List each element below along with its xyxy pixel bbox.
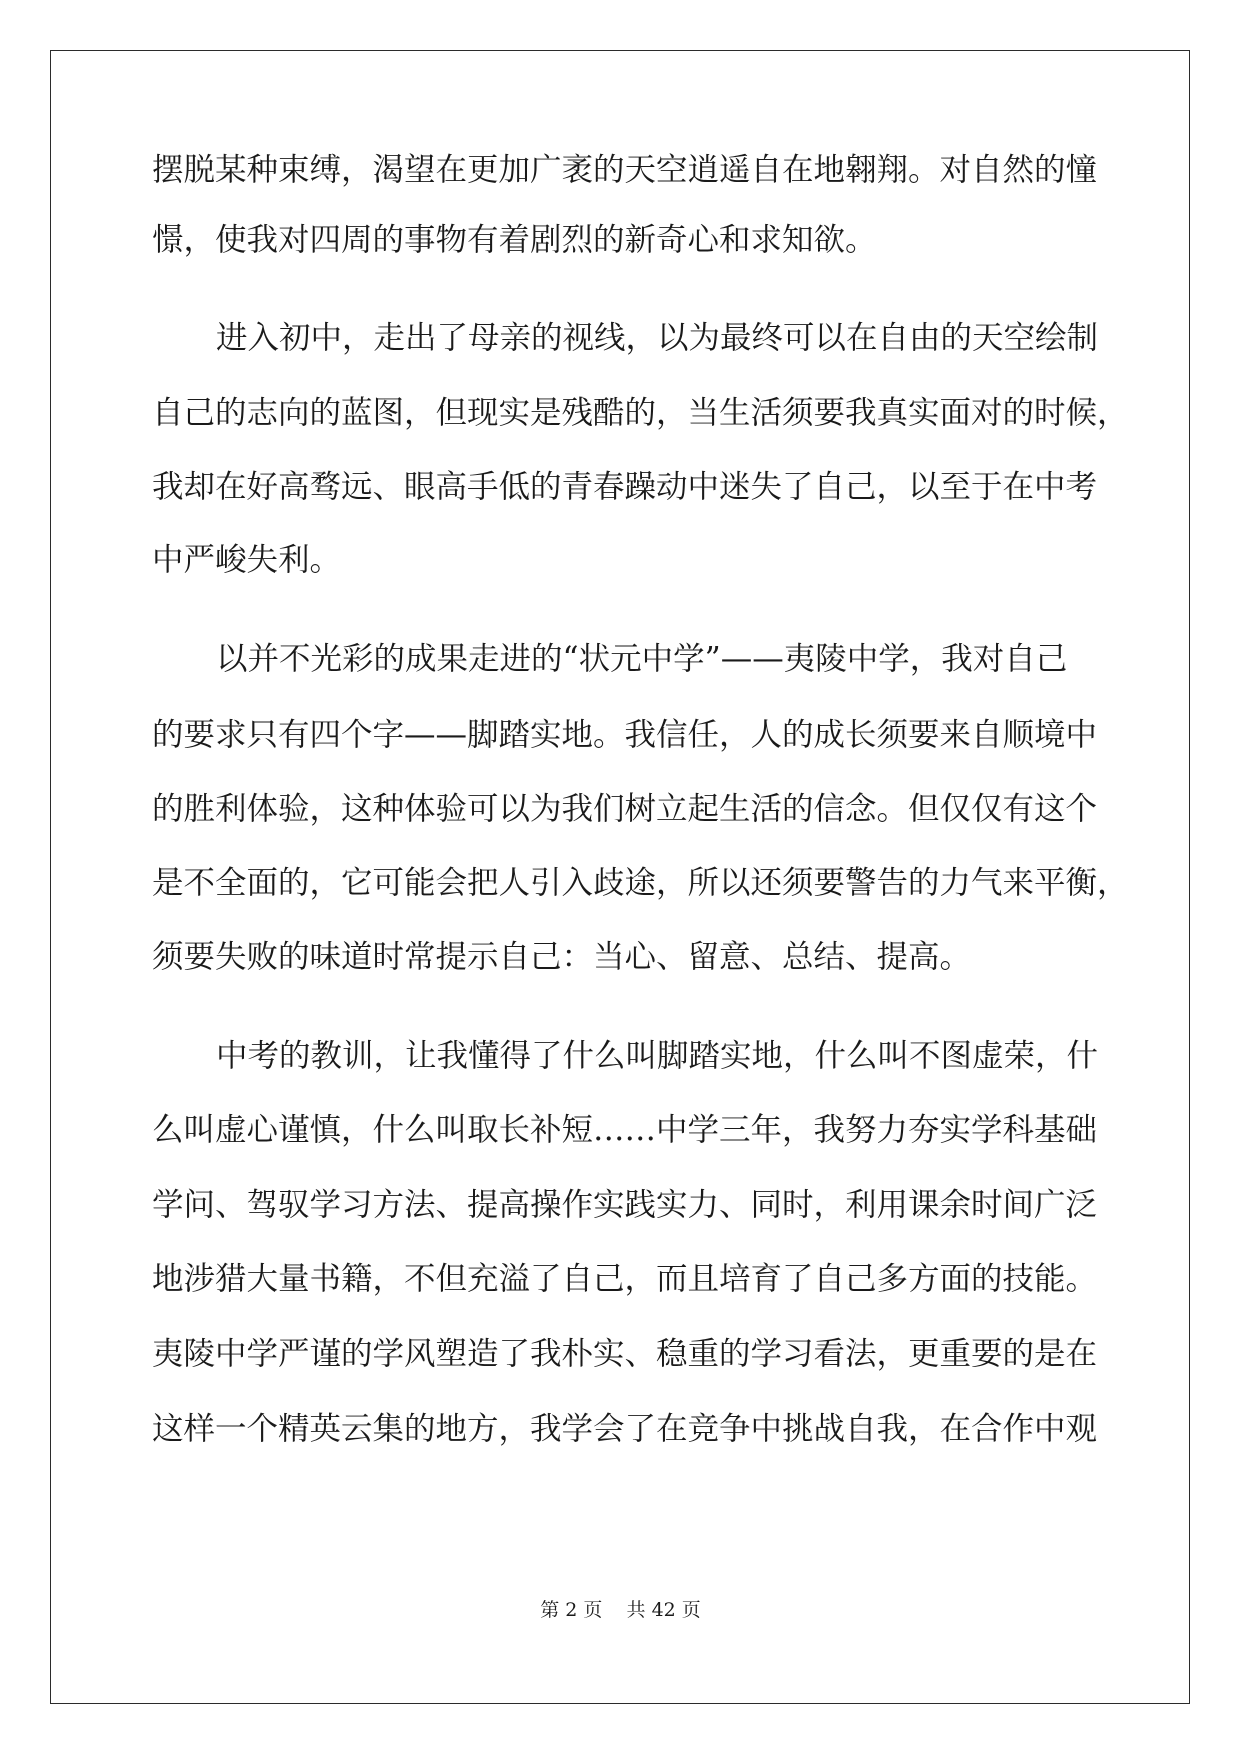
text-line: 进入初中，走出了母亲的视线，以为最终可以在自由的天空绘制 [216,320,1099,356]
text-line: 的胜利体验，这种体验可以为我们树立起生活的信念。但仅仅有这个 [152,791,1098,827]
text-line: 这样一个精英云集的地方，我学会了在竞争中挑战自我，在合作中观 [152,1411,1098,1447]
text-line: 中考的教训，让我懂得了什么叫脚踏实地，什么叫不图虚荣，什 [216,1038,1099,1074]
text-line: 学问、驾驭学习方法、提高操作实践实力、同时，利用课余时间广泛 [152,1187,1098,1223]
text-line: 自己的志向的蓝图，但现实是残酷的，当生活须要我真实面对的时候， [152,395,1129,431]
text-line: 地涉猎大量书籍，不但充溢了自己，而且培育了自己多方面的技能。 [152,1261,1098,1297]
text-line: 我却在好高骛远、眼高手低的青春躁动中迷失了自己，以至于在中考 [152,469,1098,505]
text-line: 憬，使我对四周的事物有着剧烈的新奇心和求知欲。 [152,222,877,258]
page-footer: 第 2 页 共 42 页 [540,1599,701,1621]
text-line: 是不全面的，它可能会把人引入歧途，所以还须要警告的力气来平衡， [152,865,1129,901]
text-line: 摆脱某种束缚，渴望在更加广袤的天空逍遥自在地翱翔。对自然的憧 [152,152,1098,188]
text-line: 须要失败的味道时常提示自己：当心、留意、总结、提高。 [152,939,972,975]
text-line: 以并不光彩的成果走进的“状元中学”——夷陵中学，我对自己 [216,641,1068,677]
text-line: 夷陵中学严谨的学风塑造了我朴实、稳重的学习看法，更重要的是在 [152,1336,1098,1372]
text-line: 么叫虚心谨慎，什么叫取长补短……中学三年，我努力夯实学科基础 [152,1112,1098,1148]
text-line: 的要求只有四个字——脚踏实地。我信任，人的成长须要来自顺境中 [152,717,1098,753]
text-line: 中严峻失利。 [152,542,342,578]
